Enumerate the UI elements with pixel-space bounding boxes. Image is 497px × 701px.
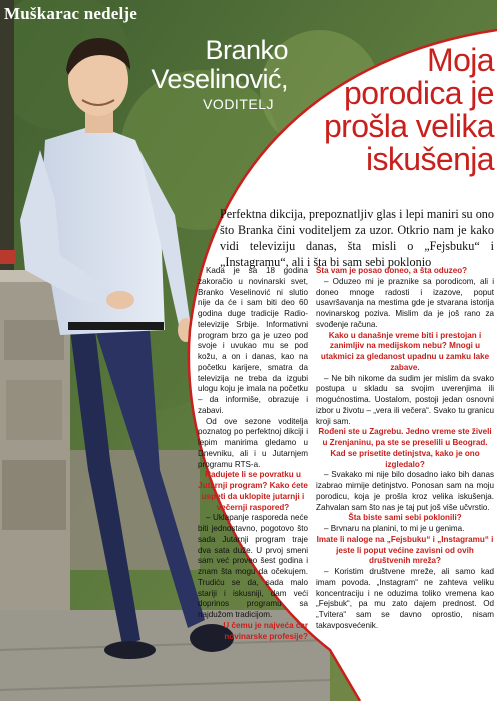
interview-question: Imate li naloge na „Fejsbuku“ i „Instagramu“ i jeste li poput većine zavisni od ovih društvenih mreža?	[316, 534, 494, 566]
paragraph: – Uklapanje rasporeda neće biti jednostavno, pogotovo što sada Jutarnji program traje dva sata duže. U prvoj smeni sam već proveo šest godina i znam šta mogu da očekujem. Trudiću se da, sada malo stariji i iskusniji, dam veći doprinos programu sa najdužom tradicijom.	[198, 513, 308, 619]
interview-question: Radujete li se povratku u Jutarnji program? Kako ćete uspeti da uklopite jutarnji i večernji raspored?	[198, 470, 308, 512]
article-column-2	[316, 266, 494, 632]
headline-line: prošla velika	[323, 108, 494, 144]
person-name-line2: Veselinović,	[151, 64, 288, 94]
interview-question: Šta biste sami sebi poklonili?	[348, 513, 462, 523]
paragraph: Kada je sa 18 godina zakoračio u novinarski svet, Branko Veselinović ni slutio nije da će i sam biti deo 60 godina duge tradicije Radio-televizije Srbije. Informativni program brzo ga je uzeo pod svoje i uvukao mu se pod kožu, a on i danas, kao na početku karijere, smatra da televizija ne treba da izgubi ulogu koju je imala na početku – da informiše, obrazuje i zabavi.	[198, 266, 308, 415]
paragraph: Od ove sezone voditelja poznatog po perfektnoj dikciji i lepim manirima gledamo u Dnevniku, ali i u Jutarnjem programu RTS-a.	[198, 416, 308, 469]
paragraph: – Svakako mi nije bilo dosadno iako bih danas izabrao mirnije detinjstvo. Ponosan sam na moju porodicu, koja je prošla kroz velika iskušenja. Zahvalan sam što nas je taj put još više učvrstio.	[316, 470, 494, 512]
interview-question: U čemu je najveća čar novinarske profesije?	[223, 620, 308, 641]
article-lead: Perfektna dikcija, prepoznatljiv glas i lepi maniri su ono što Branka čini voditeljem za uzor. Otkrio nam je kako vidi televiziju danas, šta misli o „Fejsbuku“ i „Instagramu“, ali i šta bi sam sebi poklonio	[220, 207, 494, 269]
paragraph: – Ne bih nikome da sudim jer mislim da svako postupa u skladu sa svojim uverenjima ili mogućnostima. Uostalom, postoji jedan osnovni izbor u životu – „vera ili večera“. Svako tu granicu kroji sam.	[316, 373, 494, 426]
paragraph: – Koristim društvene mreže, ali samo kad imam povoda. „Instagram“ ne zahteva veliku koncentraciju i ne oduzima toliko vremena kao „Fejsbuk“, pa mu zato dajem prednost. Od „Tvitera“ sam se davno oprostio, nisam takavposvećenik.	[316, 567, 494, 630]
interview-question: Rođeni ste u Zagrebu. Jedno vreme ste živeli u Zrenjaninu, pa ste se preselili u Beograd. Kad se prisetite detinjstva, kako je ono izgledalo?	[318, 427, 492, 469]
paragraph: – Brvnaru na planini, to mi je u genima.	[324, 524, 465, 533]
person-name	[138, 36, 288, 94]
article-column-1	[198, 266, 308, 642]
section-tag: Muškarac nedelje	[4, 4, 138, 23]
person-role: VODITELJ	[203, 96, 274, 112]
interview-question: Kako u današnje vreme biti i prestojan i zanimljiv na medijskom nebu? Mnogi u utakmici za gledanost upadnu u zamku lake zabave.	[320, 330, 490, 372]
interview-question: Šta vam je posao doneo, a šta oduzeo?	[316, 266, 468, 275]
headline-line: porodica je	[344, 75, 494, 111]
headline-line: Moja	[427, 42, 494, 78]
article-headline	[300, 44, 494, 176]
headline-line: iskušenja	[365, 141, 494, 177]
paragraph: – Oduzeo mi je praznike sa porodicom, ali i doneo mnoge radosti i izazove, poput usavršavanja na mestima gde je stvarana istorija novinarskog poziva. Mislim da je još rano za svođenje računa.	[316, 276, 494, 329]
person-name-line1: Branko	[205, 35, 288, 65]
